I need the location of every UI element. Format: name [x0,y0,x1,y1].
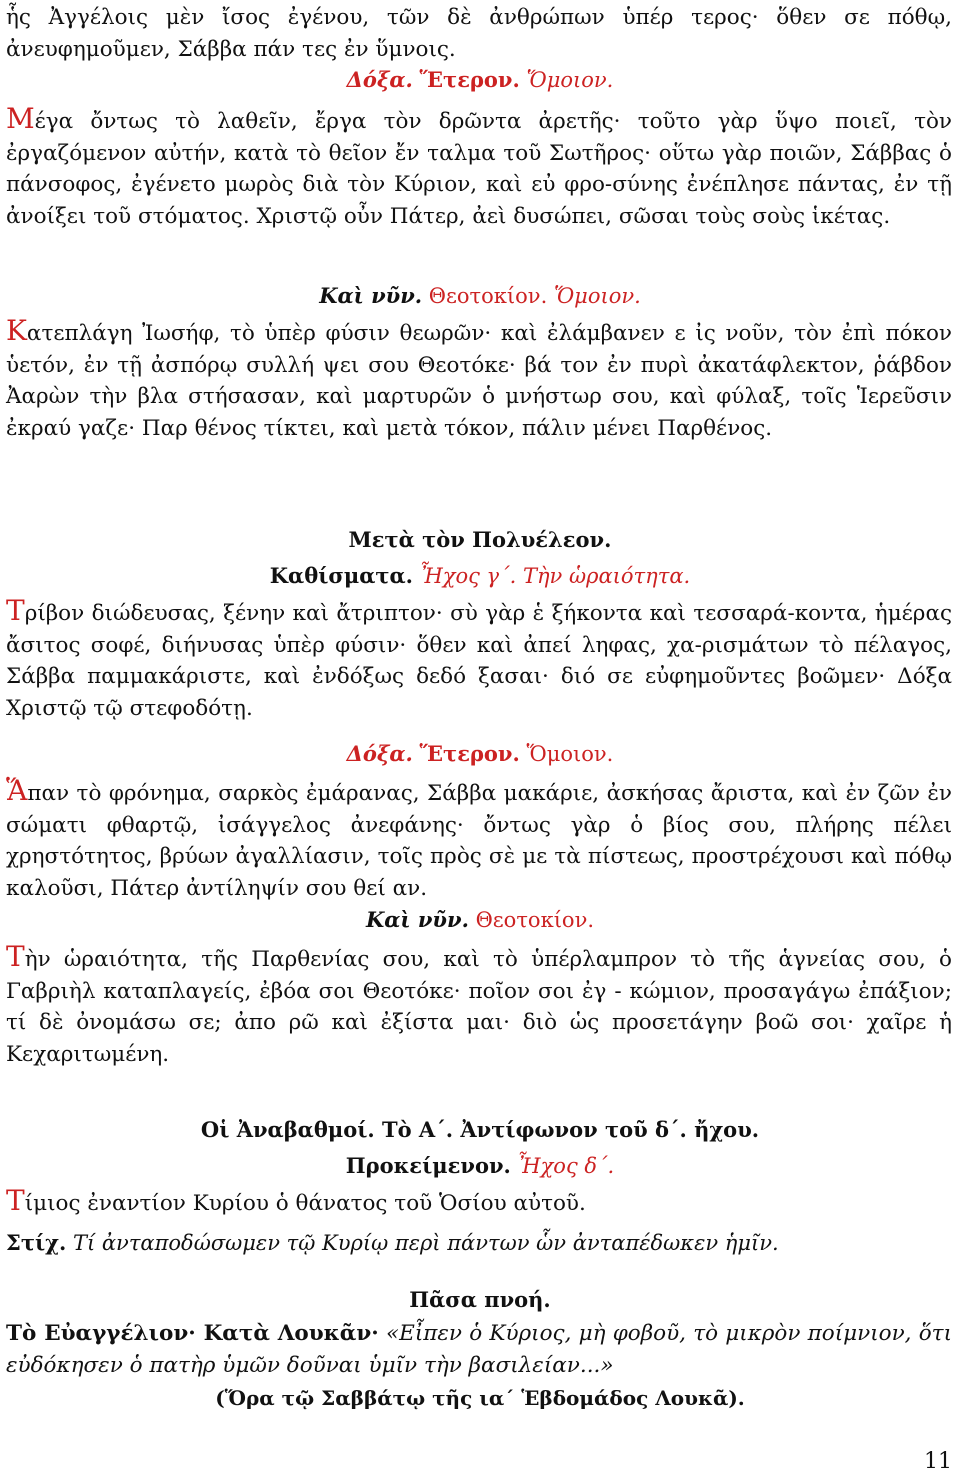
heading-echos: Ἦχος δ΄. [517,1154,615,1178]
heading-omoion: Ὅμοιον. [526,742,614,766]
heading-theotokion-1 [0,282,960,310]
paragraph-5 [6,774,952,904]
paragraph-1-text: ἧς Ἀγγέλοις μὲν ἴσος ἐγένου, τῶν δὲ ἀνθρώπων ὑπέρ τερος· ὅθεν σε πόθῳ, ἀνευφημοῦμεν, Σάββα πάν τες ἐν ὕμνοις. [6,5,952,62]
paragraph-5-text: παν τὸ φρόνημα, σαρκὸς ἐμάρανας, Σάββα μακάριε, ἀσκήσας ἄριστα, καὶ ἐν ζῶν ἐν σώματι φθαρτῷ, ἰσάγγελος ἀνεφάνης· ὄντως γὰρ ὁ βίος σου, πλήρης πέλει χρηστότητος, βρύων ἀγαλλίασιν, τοῖς πρὸς σὲ με τὰ πίστεως, προστρέχουσι καὶ πόθῳ καλοῦσι, Πάτερ ἀντίληψίν σου θεί αν. [6,781,952,901]
heading-kai-nyn: Καὶ νῦν. [365,907,469,932]
initial-capital: Τ [6,940,25,973]
stichos-label: Στίχ. [6,1230,67,1255]
heading-prokeimenon [0,1152,960,1180]
heading-doxa-2 [0,740,960,768]
heading-omoion: Ὅμοιον. [526,68,614,92]
heading-theotokion: Θεοτοκίον. [428,284,548,308]
stichos-text: Τί ἀνταποδώσωμεν τῷ Κυρίῳ περὶ πάντων ὧν ἀνταπέδωκεν ἡμῖν. [72,1231,779,1255]
cross-reference-text: (Ὅρα τῷ Σαββάτῳ τῆς ια΄ Ἑβδομάδος Λουκᾶ). [215,1386,745,1410]
heading-kathismata-label: Καθίσματα. [269,563,413,588]
heading-prokeimenon-label: Προκείμενον. [345,1153,511,1178]
heading-anavathmoi-text: Οἱ Ἀναβαθμοί. Τὸ Α΄. Ἀντίφωνον τοῦ δ΄. ἤχου. [200,1117,760,1142]
heading-doxa: Δόξα. [346,67,413,92]
paragraph-4-text: ρίβον διώδευσας, ξένην καὶ ἄτριπτον· σὺ γὰρ ἑ ξήκοντα καὶ τεσσαρά-κοντα, ἡμέρας ἄσιτος σοφέ, διήνυσας ὑπὲρ φύσιν· ὅθεν καὶ ἀπεί ληφας, χα-ρισμάτων τὸ πέλαγος, Σάββα παμμακάριστε, καὶ ἐνδόξως δεδό ξασαι· διό σε εὐφημοῦντες βοῶμεν· Δόξα Χριστῷ τῷ στεφοδότῃ. [6,601,952,721]
paragraph-prokeimenon [6,1184,952,1220]
prokeimenon-text: ίμιος ἐναντίον Κυρίου ὁ θάνατος τοῦ Ὁσίου αὐτοῦ. [24,1191,586,1216]
heading-anavathmoi [0,1116,960,1144]
paragraph-6-text: ὴν ὡραιότητα, τῆς Παρθενίας σου, καὶ τὸ ὑπέρλαμπρον τὸ τῆς ἁγνείας σου, ὁ Γαβριὴλ καταπλαγείς, ἐβόα σοι Θεοτόκε· ποῖον σοι ἐγ - κώμιον, προσαγάγω ἐπάξιον; τί δὲ ὀνομάσω σε; ἀπο ρῶ καὶ ἐξίστα μαι· διὸ ὡς προσετάγην βοῶ σοι· χαῖρε ἡ Κεχαριτωμένη. [6,947,952,1067]
heading-kai-nyn: Καὶ νῦν. [319,283,423,308]
stichos-line [6,1228,952,1258]
initial-capital: Μ [6,102,35,135]
initial-capital: Κ [6,314,27,347]
heading-pasa-pnoi [0,1286,960,1314]
cross-reference-note [0,1384,960,1412]
initial-capital: Ἅ [6,774,28,807]
initial-capital: Τ [6,1184,25,1217]
paragraph-3-text: ατεπλάγη Ἰωσήφ, τὸ ὑπὲρ φύσιν θεωρῶν· καὶ ἐλάμβανεν ε ἰς νοῦν, τὸν ἐπὶ πόκον ὑετόν, ἐν τῇ ἀσπόρῳ συλλή ψει σου Θεοτόκε· βά τον ἐν πυρὶ ἀκατάφλεκτον, ῥάβδον Ἀαρὼν τὴν βλα στήσασαν, καὶ μαρτυρῶν ὁ μνήστωρ σου, καὶ φύλαξ, τοῖς Ἱερεῦσιν ἐκραύ γαζε· Παρ θένος τίκτει, καὶ μετὰ τόκον, πάλιν μένει Παρθένος. [6,321,952,441]
paragraph-3 [6,314,952,444]
heading-doxa: Δόξα. [346,741,413,766]
heading-theotokion: Θεοτοκίον. [475,908,595,932]
heading-polyeleon [0,526,960,554]
heading-ten: Τὴν ὡραιότητα. [522,564,691,588]
heading-eteron: Ἕτερον. [419,741,520,766]
heading-kathismata [0,562,960,590]
paragraph-2-text: έγα ὄντως τὸ λαθεῖν, ἔργα τὸν δρῶντα ἀρετῆς· τοῦτο γὰρ ὕψο ποιεῖ, τὸν ἐργαζόμενον αὐτήν, κατὰ τὸ θεῖον ἔν ταλμα τοῦ Σωτῆρος· οὕτω γὰρ ποιῶν, Σάββας ὁ πάνσοφος, ἐγένετο μωρὸς διὰ τὸν Κύριον, καὶ εὐ φρο-σύνης ἐνέπλησε πάντας, ἐν τῇ ἀνοίξει τοῦ στόματος. Χριστῷ οὖν Πάτερ, ἀεὶ δυσώπει, σῶσαι τοὺς σοὺς ἱκέτας. [6,109,952,229]
initial-capital: Τ [6,594,25,627]
gospel-label: Τὸ Εὐαγγέλιον· Κατὰ Λουκᾶν· [6,1321,379,1346]
paragraph-1 [6,2,952,65]
heading-doxa-1 [0,66,960,94]
paragraph-4 [6,594,952,724]
heading-polyeleon-text: Μετὰ τὸν Πολυέλεον. [348,527,612,552]
gospel-quote: «Εἶπεν ὁ Κύριος, μὴ φοβοῦ, τὸ μικρὸν ποίμνιον, ὅτι εὐδόκησεν ὁ πατὴρ ὑμῶν δοῦναι ὑμῖν τὴν βασιλείαν...» [6,1321,952,1378]
heading-eteron: Ἕτερον. [419,67,520,92]
paragraph-2 [6,102,952,232]
heading-echos: Ἦχος γ΄. [419,564,517,588]
paragraph-6 [6,940,952,1070]
heading-pasa-pnoi-text: Πᾶσα πνοή. [409,1287,551,1312]
page-number: 11 [924,1449,952,1474]
heading-theotokion-2 [0,906,960,934]
gospel-paragraph [6,1318,952,1382]
heading-omoion: Ὅμοιον. [553,284,641,308]
